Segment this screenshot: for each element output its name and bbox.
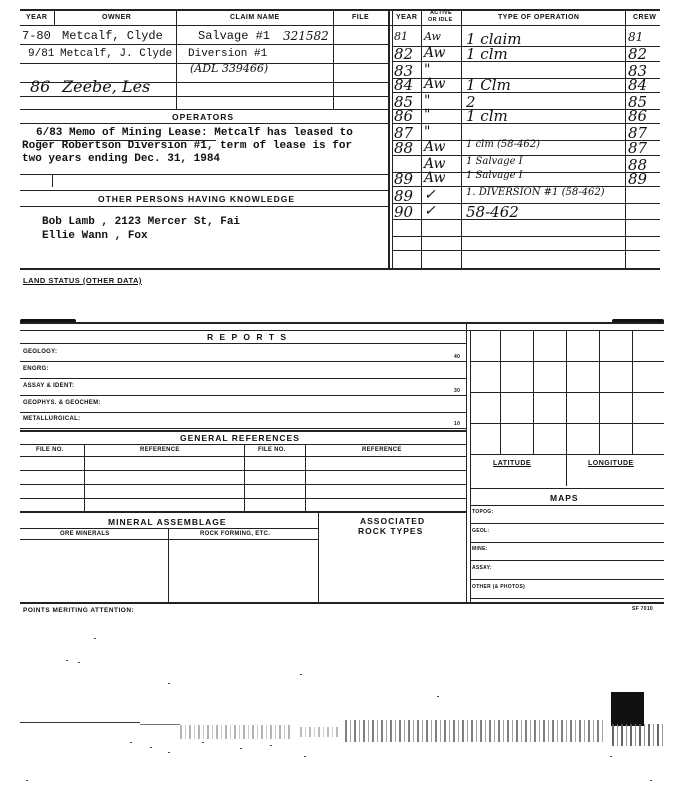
activity-row-2-year: 82 <box>394 45 414 63</box>
gr-file-no-2: FILE NO. <box>258 447 286 453</box>
activity-row-10-year: 89 <box>394 170 414 188</box>
rock-types-label: ROCK TYPES <box>358 526 424 536</box>
activity-row-12-status: ✓ <box>424 203 436 219</box>
operators-line-2: Roger Robertson Diversion #1, term of lease is for <box>22 140 353 152</box>
activity-row-2-op: 1 clm <box>466 45 508 63</box>
activity-row-10-crew: 89 <box>628 170 648 188</box>
ore-minerals-label: ORE MINERALS <box>60 531 110 537</box>
gr-file-no-1: FILE NO. <box>36 447 64 453</box>
activity-row-4-year: 84 <box>394 76 414 94</box>
activity-row-1-crew: 81 <box>628 30 644 44</box>
activity-row-9-crew: 88 <box>628 156 648 174</box>
report-label-2: ENGRG: <box>23 366 49 372</box>
maps-title: MAPS <box>550 493 579 503</box>
activity-row-11-status: ✓ <box>424 187 436 203</box>
activity-row-5-crew: 85 <box>628 93 648 111</box>
active-header: ACTIVE <box>430 10 452 16</box>
activity-row-3-crew: 83 <box>628 62 648 80</box>
activity-row-3-year: 83 <box>394 62 414 80</box>
form-code: SF 7010 <box>632 606 654 612</box>
activity-row-5-status: " <box>424 93 431 109</box>
activity-row-2-status: Aw <box>424 45 446 61</box>
owner-row-2-year: 9/81 <box>28 48 55 60</box>
gr-reference-2: REFERENCE <box>362 447 402 453</box>
report-label-3: ASSAY & IDENT: <box>23 383 75 389</box>
map-row-label-3: MINE: <box>472 546 488 552</box>
activity-row-7-year: 87 <box>394 124 414 142</box>
mineral-assemblage-title: MINERAL ASSEMBLAGE <box>108 517 227 527</box>
land-status-label: LAND STATUS (OTHER DATA) <box>23 276 142 285</box>
operators-line-1: 6/83 Memo of Mining Lease: Metcalf has leased to <box>36 127 353 139</box>
map-row-label-1: TOPOG: <box>472 509 494 515</box>
other-person-1: Bob Lamb , 2123 Mercer St, Fai <box>42 216 241 228</box>
activity-row-11-op: 1. DIVERSION #1 (58-462) <box>466 187 605 198</box>
longitude-label: LONGITUDE <box>588 460 634 467</box>
activity-row-2-crew: 82 <box>628 45 648 63</box>
owner-row-2-owner: Metcalf, J. Clyde <box>60 48 173 60</box>
activity-row-8-op: 1 clm (58-462) <box>466 139 540 150</box>
activity-row-7-crew: 87 <box>628 124 648 142</box>
gr-reference-1: REFERENCE <box>140 447 180 453</box>
owner-row-1-owner: Metcalf, Clyde <box>62 29 163 43</box>
claim-name-header: CLAIM NAME <box>230 14 280 21</box>
activity-row-5-year: 85 <box>394 93 414 111</box>
points-meriting-attention-label: POINTS MERITING ATTENTION: <box>23 607 135 614</box>
activity-row-1-op: 1 claim <box>466 30 522 48</box>
activity-row-6-crew: 86 <box>628 107 648 125</box>
report-label-4: GEOPHYS. & GEOCHEM: <box>23 400 101 406</box>
map-row-label-4: ASSAY: <box>472 565 492 571</box>
report-number-1: 40 <box>454 354 461 360</box>
activity-row-4-status: Aw <box>424 76 446 92</box>
activity-row-6-op: 1 clm <box>466 107 508 125</box>
activity-row-8-year: 88 <box>394 139 414 157</box>
general-references-title: GENERAL REFERENCES <box>180 433 300 443</box>
owner-row-1-claim: Salvage #1 <box>198 29 271 43</box>
crew-header: CREW <box>633 14 657 21</box>
latitude-label: LATITUDE <box>493 460 532 467</box>
activity-row-12-op: 58-462 <box>466 203 519 221</box>
activity-row-1-year: 81 <box>394 30 408 43</box>
owner-row-3-owner: Zeebe, Les <box>62 77 151 96</box>
activity-row-9-op: 1 Salvage I <box>466 156 523 167</box>
report-number-3: 30 <box>454 388 461 394</box>
activity-row-6-year: 86 <box>394 107 414 125</box>
owner-row-2-claim-number: (ADL 339466) <box>190 62 269 75</box>
activity-row-11-year: 89 <box>394 187 414 205</box>
owner-row-2-claim: Diversion #1 <box>188 48 268 60</box>
operators-line-3: two years ending Dec. 31, 1984 <box>22 153 221 165</box>
report-label-5: METALLURGICAL: <box>23 416 81 422</box>
other-persons-title: OTHER PERSONS HAVING KNOWLEDGE <box>98 194 296 204</box>
owner-row-1-claim-number: 321582 <box>283 29 329 43</box>
operators-title: OPERATORS <box>172 112 235 122</box>
activity-row-3-status: " <box>424 62 431 78</box>
owner-row-1-year: 7-80 <box>22 29 51 43</box>
activity-row-7-status: " <box>424 124 431 140</box>
year2-header: YEAR <box>396 14 418 21</box>
report-number-5: 10 <box>454 421 461 427</box>
rock-forming-label: ROCK FORMING, ETC. <box>200 531 271 537</box>
activity-row-1-status: Aw <box>424 30 441 43</box>
type-of-operation-header: TYPE OF OPERATION <box>498 14 580 21</box>
activity-row-10-op: 1 Salvage I <box>466 170 523 181</box>
report-label-1: GEOLOGY: <box>23 349 58 355</box>
activity-row-6-status: " <box>424 107 431 123</box>
reports-title: R E P O R T S <box>207 332 289 342</box>
activity-row-12-year: 90 <box>394 203 414 221</box>
activity-row-4-crew: 84 <box>628 76 648 94</box>
other-person-2: Ellie Wann , Fox <box>42 230 148 242</box>
activity-row-5-op: 2 <box>466 93 476 111</box>
activity-row-8-crew: 87 <box>628 139 648 157</box>
owner-row-3-year: 86 <box>30 77 51 96</box>
map-row-label-5: OTHER (& PHOTOS) <box>472 584 526 590</box>
year-header: YEAR <box>26 14 48 21</box>
activity-row-4-op: 1 Clm <box>466 76 511 94</box>
or-idle-header: OR IDLE <box>428 17 453 23</box>
owner-header: OWNER <box>102 14 132 21</box>
activity-row-8-status: Aw <box>424 139 446 155</box>
activity-row-9-status: Aw <box>424 156 446 172</box>
associated-label: ASSOCIATED <box>360 516 426 526</box>
file-header: FILE <box>352 14 370 21</box>
map-row-label-2: GEOL: <box>472 528 490 534</box>
activity-row-10-status: Aw <box>424 170 446 186</box>
